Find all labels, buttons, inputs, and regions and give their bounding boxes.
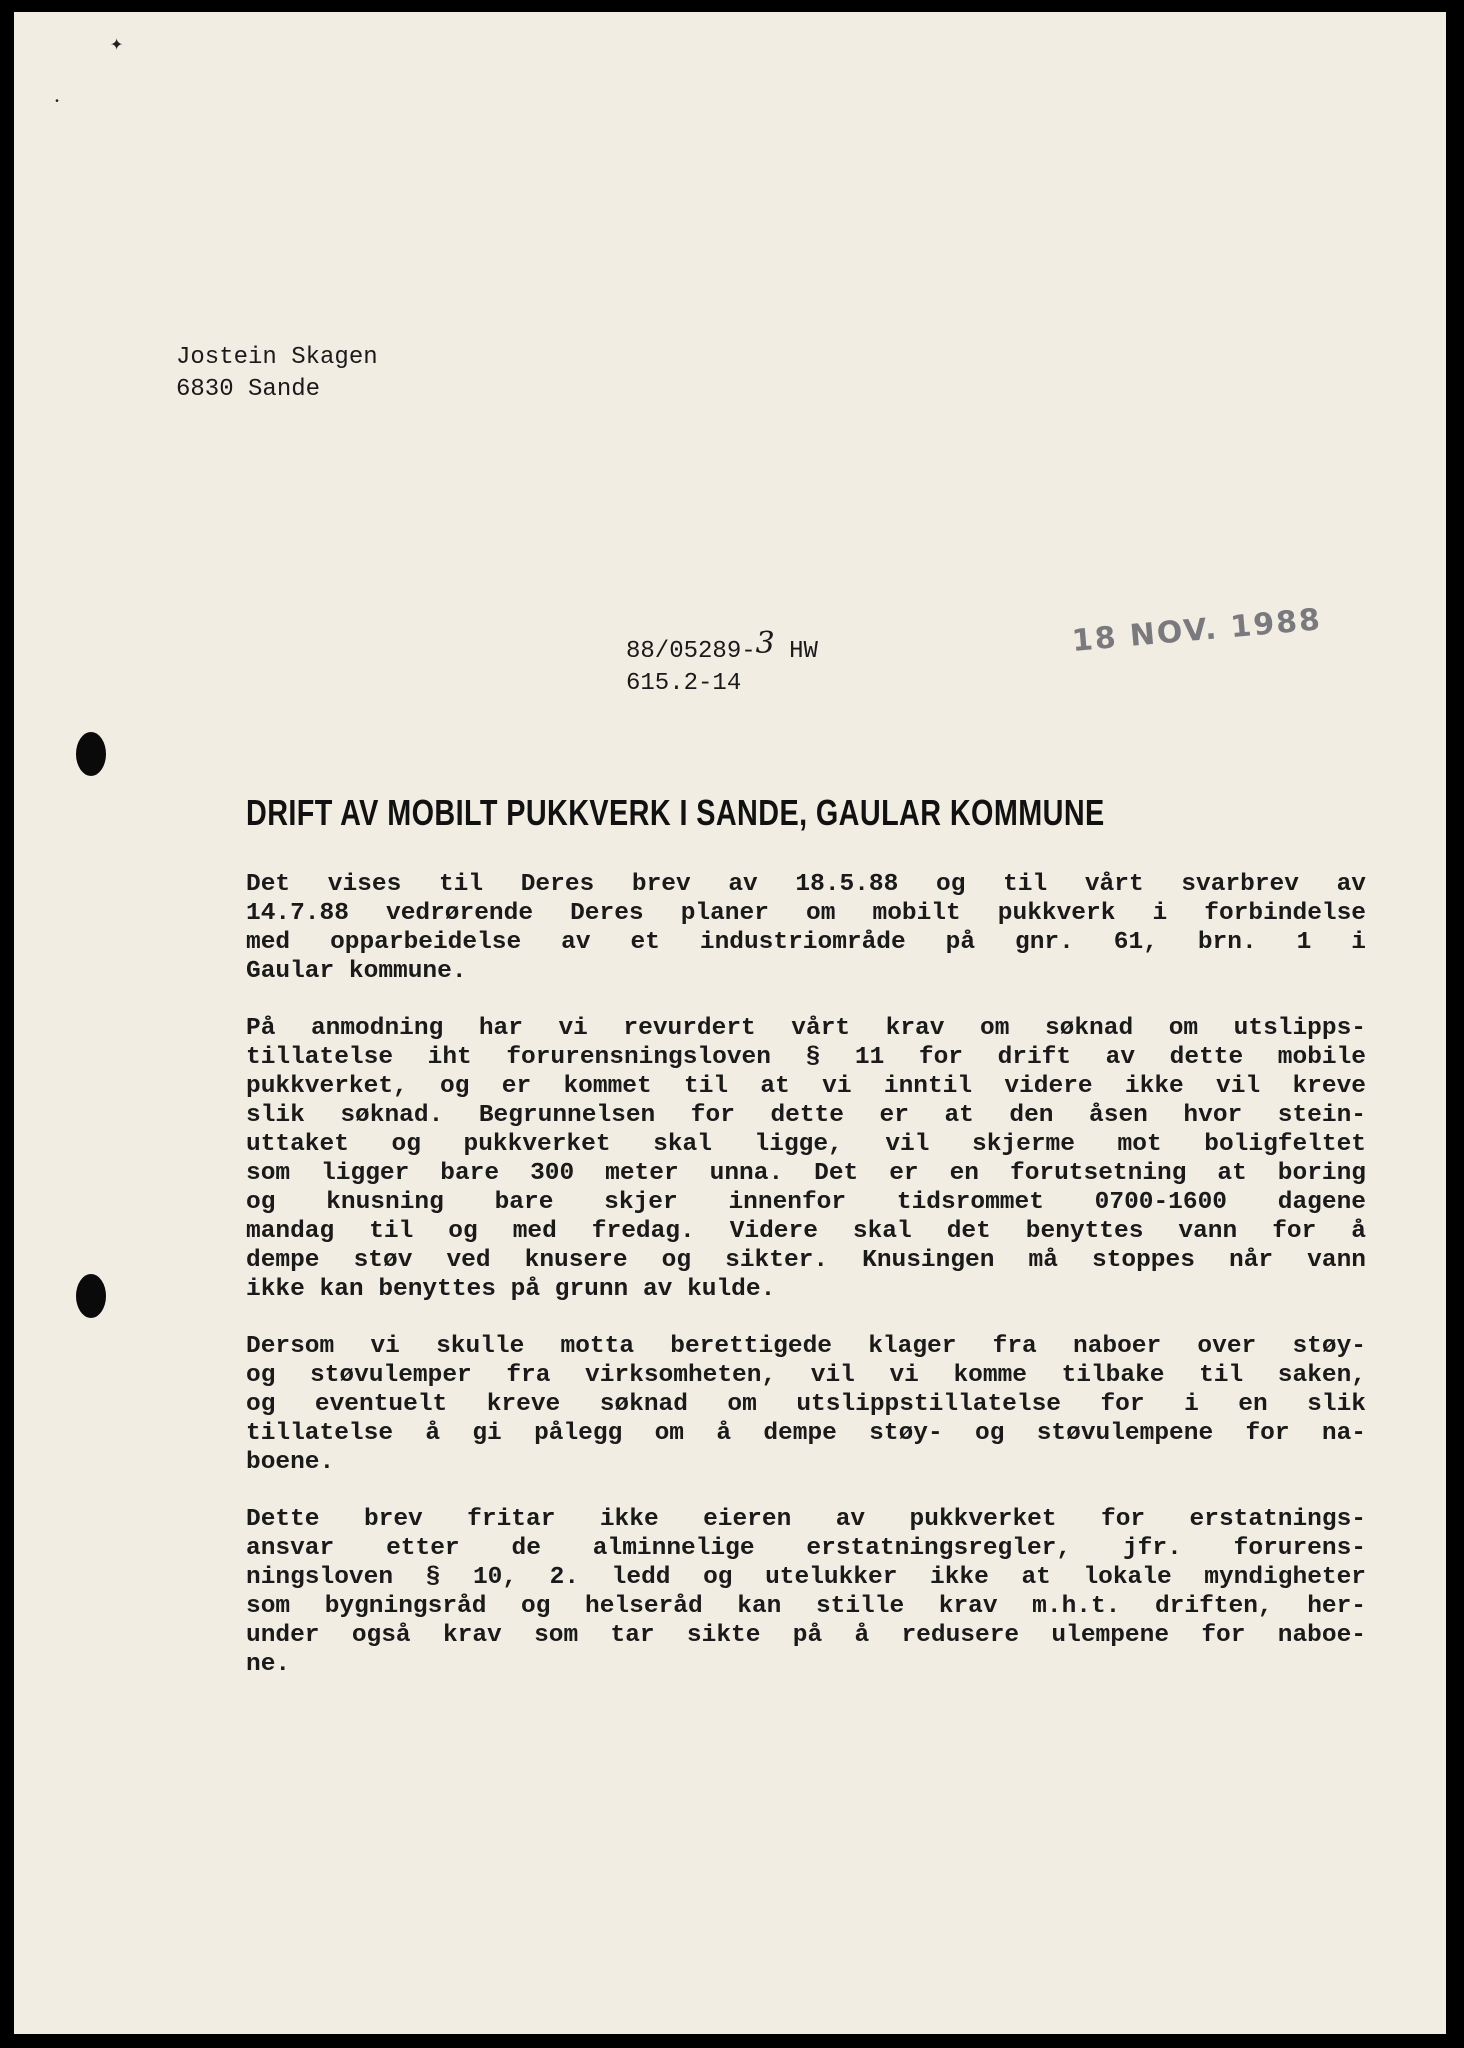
archive-code: 615.2-14 bbox=[626, 670, 742, 697]
body-paragraph bbox=[246, 1332, 1366, 1477]
body-line: mandag til og med fredag. Videre skal det benyttes vann for å bbox=[246, 1218, 1366, 1245]
body-line: uttaket og pukkverket skal ligge, vil skjerme mot boligfeltet bbox=[246, 1131, 1366, 1158]
body-line: med opparbeidelse av et industriområde på gnr. 61, brn. 1 i bbox=[246, 929, 1366, 956]
body-line: dempe støv ved knusere og sikter. Knusingen må stoppes når vann bbox=[246, 1247, 1366, 1274]
body-line: slik søknad. Begrunnelsen for dette er at den åsen hvor stein- bbox=[246, 1102, 1366, 1129]
letter-title: DRIFT AV MOBILT PUKKVERK I SANDE, GAULAR KOMMUNE bbox=[246, 792, 1105, 833]
date-stamp: 18 NOV. 1988 bbox=[1070, 602, 1324, 659]
punch-hole bbox=[76, 732, 106, 776]
body-line: som ligger bare 300 meter unna. Det er en forutsetning at boring bbox=[246, 1160, 1366, 1187]
body-line: og støvulemper fra virksomheten, vil vi komme tilbake til saken, bbox=[246, 1362, 1366, 1389]
speck-mark: • bbox=[54, 97, 61, 108]
body-line: og eventuelt kreve søknad om utslippstillatelse for i en slik bbox=[246, 1391, 1366, 1418]
reference-block bbox=[626, 626, 818, 700]
body-line: ne. bbox=[246, 1651, 291, 1678]
reference-number bbox=[626, 626, 818, 668]
body-line: 14.7.88 vedrørende Deres planer om mobilt pukkverk i forbindelse bbox=[246, 900, 1366, 927]
reference-number-prefix: 88/05289- bbox=[626, 638, 756, 665]
body-line: Dersom vi skulle motta berettigede klager fra naboer over støy- bbox=[246, 1333, 1366, 1360]
body-line: under også krav som tar sikte på å redusere ulempene for naboe- bbox=[246, 1622, 1366, 1649]
body-line: Gaular kommune. bbox=[246, 958, 467, 985]
body-paragraph bbox=[246, 1014, 1366, 1304]
body-line: Dette brev fritar ikke eieren av pukkverket for erstatnings- bbox=[246, 1506, 1366, 1533]
body-line: tillatelse iht forurensningsloven § 11 for drift av dette mobile bbox=[246, 1044, 1366, 1071]
recipient-address bbox=[176, 342, 378, 406]
body-line: ansvar etter de alminnelige erstatningsregler, jfr. forurens- bbox=[246, 1535, 1366, 1562]
recipient-postal-address: 6830 Sande bbox=[176, 376, 321, 403]
recipient-name: Jostein Skagen bbox=[176, 344, 378, 371]
body-line: tillatelse å gi pålegg om å dempe støy- og støvulempene for na- bbox=[246, 1420, 1366, 1447]
body-line: pukkverket, og er kommet til at vi inntil videre ikke vil kreve bbox=[246, 1073, 1366, 1100]
body-line: ningsloven § 10, 2. ledd og utelukker ikke at lokale myndigheter bbox=[246, 1564, 1366, 1591]
body-line: boene. bbox=[246, 1449, 335, 1476]
body-line: Det vises til Deres brev av 18.5.88 og til vårt svarbrev av bbox=[246, 871, 1366, 898]
letter-body bbox=[246, 870, 1366, 1707]
reference-number-handwritten: 3 bbox=[755, 626, 775, 661]
reference-initials: HW bbox=[789, 638, 818, 665]
body-line: som bygningsråd og helseråd kan stille krav m.h.t. driften, her- bbox=[246, 1593, 1366, 1620]
body-paragraph bbox=[246, 870, 1366, 986]
letter-page bbox=[14, 12, 1446, 2034]
punch-hole bbox=[76, 1274, 106, 1318]
body-line: På anmodning har vi revurdert vårt krav om søknad om utslipps- bbox=[246, 1015, 1366, 1042]
body-paragraph bbox=[246, 1505, 1366, 1679]
body-line: og knusning bare skjer innenfor tidsrommet 0700-1600 dagene bbox=[246, 1189, 1366, 1216]
speck-mark: ✦ bbox=[110, 32, 124, 57]
body-line: ikke kan benyttes på grunn av kulde. bbox=[246, 1276, 776, 1303]
